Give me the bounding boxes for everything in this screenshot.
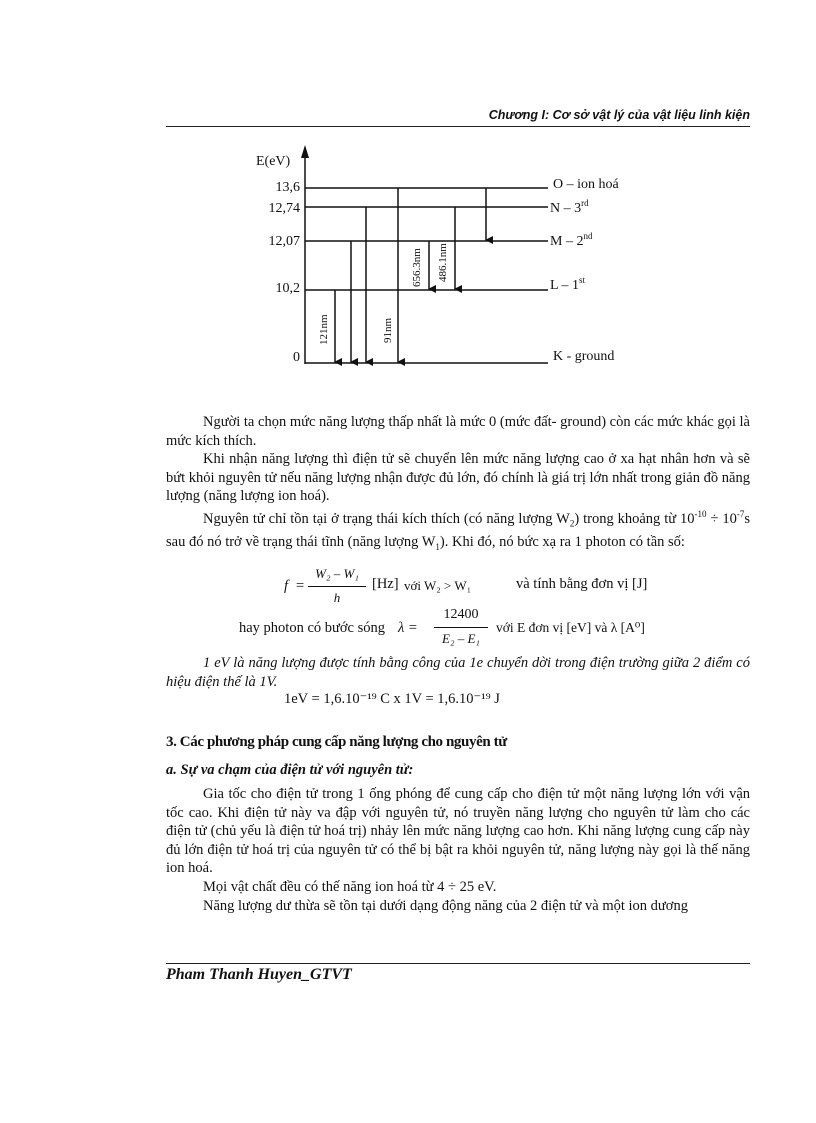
axis-arrowhead: [301, 145, 309, 158]
formula-var: λ =: [398, 620, 418, 636]
paragraph: 1 eV là năng lượng được tính bằng công của 1e chuyển dời trong điện trường giữa 2 điểm có hiệu điện thế là 1V.: [166, 655, 750, 690]
ev-equation: 1eV = 1,6.10⁻¹⁹ C x 1V = 1,6.10⁻¹⁹ J: [284, 691, 500, 707]
level-value: 10,2: [275, 281, 300, 296]
footer-rule: [166, 963, 750, 964]
formula-var: f: [284, 578, 289, 594]
formula-eq: =: [296, 578, 305, 594]
section-heading: 3. Các phương pháp cung cấp năng lượng cho nguyên tử: [166, 734, 507, 750]
footer-author: Pham Thanh Huyen_GTVT: [166, 966, 352, 983]
energy-level-diagram: [0, 0, 816, 400]
formula-note: và tính bằng đơn vị [J]: [516, 576, 648, 592]
formula-numerator: W₂ – W₁: [315, 566, 359, 581]
paragraph: Năng lượng dư thừa sẽ tồn tại dưới dạng động năng của 2 điện tử và một ion dương: [203, 898, 688, 914]
level-state: N – 3rd: [550, 198, 589, 216]
chapter-header: Chương I: Cơ sở vật lý của vật liệu linh kiện: [488, 108, 750, 122]
formula-numerator: 12400: [443, 607, 479, 622]
wavelength-label: 91nm: [382, 317, 394, 343]
formula-denominator: h: [333, 590, 341, 605]
fraction-bar: [308, 586, 366, 587]
level-state: O – ion hoá: [553, 177, 619, 192]
wavelength-label: 121nm: [318, 314, 330, 345]
wavelength-label: 486.1nm: [437, 243, 449, 282]
fraction-bar: [434, 627, 488, 628]
level-state: M – 2nd: [550, 231, 593, 249]
formula-unit: [Hz]: [372, 576, 399, 592]
formula-intro: hay photon có bước sóng: [239, 620, 386, 636]
level-value: 13,6: [275, 180, 300, 195]
paragraph: Nguyên tử chỉ tồn tại ở trạng thái kích thích (có năng lượng $W_2$) trong khoảng từ $10^{-10} \div 10^{-7}s$ sau đó nó trở về trạng thái tĩnh (năng lượng $W_1$). Khi đó, nó bức xạ ra 1 photon có tần số:: [166, 509, 751, 553]
level-state: K - ground: [553, 349, 615, 364]
subsection-heading: a. Sự va chạm của điện tử với nguyên tử:: [166, 762, 414, 778]
level-value: 12,07: [268, 234, 300, 249]
level-value: 12,74: [268, 201, 300, 216]
wavelength-label: 656.3nm: [411, 248, 423, 287]
axis-label: E(eV): [256, 154, 291, 169]
paragraph: Mọi vật chất đều có thế năng ion hoá từ 4 ÷ 25 eV.: [203, 879, 497, 895]
paragraph: Người ta chọn mức năng lượng thấp nhất là mức 0 (mức đất- ground) còn các mức khác gọi là mức kích thích.: [166, 414, 750, 449]
paragraph: Gia tốc cho điện tử trong 1 ống phóng để cung cấp cho điện tử một năng lượng lớn với vận tốc cao. Khi điện tử này va đập với nguyên tử, nó truyền năng lượng cho nguyên tử làm cho các điện tử (chủ yếu là điện tử hoá trị) nhảy lên mức năng lượng cao hơn. Khi năng lượng cung cấp này đủ lớn điện tử hoá trị của nguyên tử có thể bị bật ra khỏi nguyên tử, năng lượng này gọi là thế năng ion hoá.: [166, 786, 750, 876]
formula-denominator: E₂ – E₁: [442, 631, 480, 646]
formula-condition: với W₂ > W₁: [404, 578, 472, 593]
formula-note: với E đơn vị [eV] và λ [A⁰]: [496, 620, 645, 635]
level-value: 0: [293, 350, 300, 365]
level-state: L – 1st: [550, 275, 586, 293]
paragraph: Khi nhận năng lượng thì điện tử sẽ chuyển lên mức năng lượng cao ở xa hạt nhân hơn và sẽ bứt khỏi nguyên tử nếu năng lượng nhận được đủ lớn, đó chính là giá trị lớn nhất trong giản đồ năng lượng (năng lượng ion hoá).: [166, 451, 750, 504]
